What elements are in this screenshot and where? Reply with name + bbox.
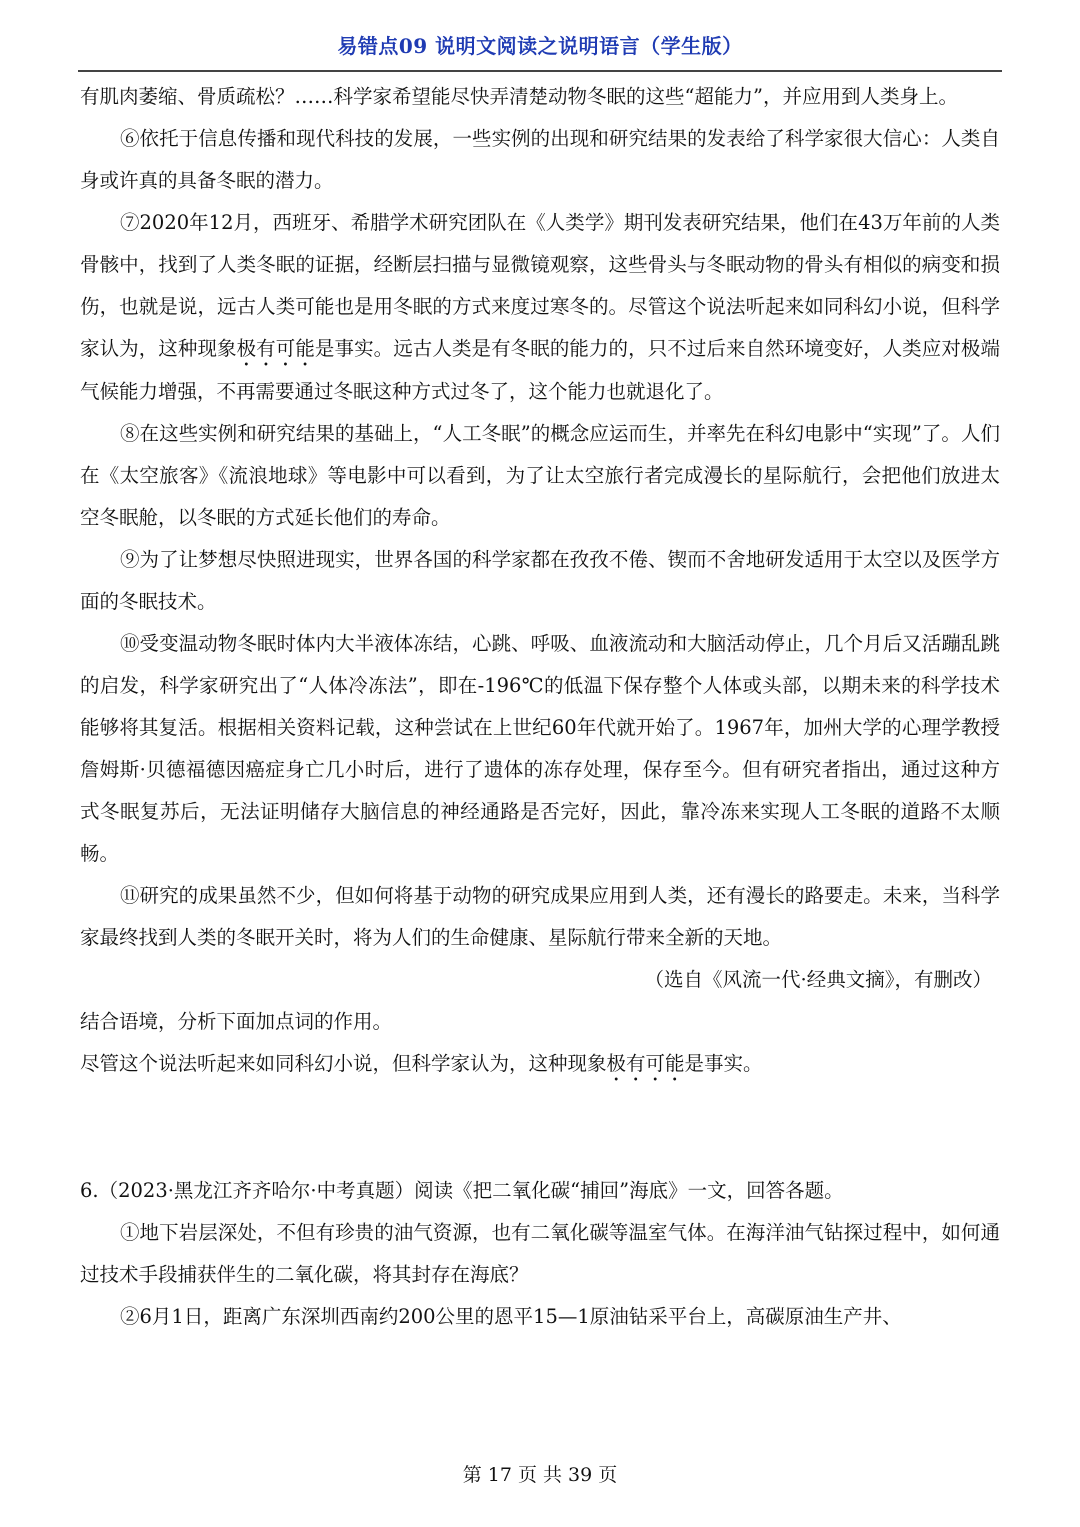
paragraph-7-part-a: ⑦2020年12月，西班牙、希腊学术研究团队在《人类学》期刊发表研究结果，他们在43万年前的人类骨骸中，找到了人类冬眠的证据，经断层扫描与显微镜观察，这些骨头与冬眠动物的骨头有相似的病变和损伤，也就是说，远古人类可能也是用冬眠的方式来度过寒冬的。尽管这个说法听起来如同科幻小说，但科学家认为，这种现象 <box>80 211 1000 360</box>
question-6-title: 6.（2023·黑龙江齐齐哈尔·中考真题）阅读《把二氧化碳“捕回”海底》一文，回答各题。 <box>80 1179 844 1202</box>
emphasis-dotted-word: 极有可能 <box>236 337 315 360</box>
paragraph-8: ⑧在这些实例和研究结果的基础上，“人工冬眠”的概念应运而生，并率先在科幻电影中“实现”了。人们在《太空旅客》《流浪地球》等电影中可以看到，为了让太空旅行者完成漫长的星际航行，会把他们放进太空冬眠舱，以冬眠的方式延长他们的寿命。 <box>80 422 1000 529</box>
source-citation: （选自《风流一代·经典文摘》，有删改） <box>644 968 992 991</box>
q6-paragraph-1: ①地下岩层深处，不但有珍贵的油气资源，也有二氧化碳等温室气体。在海洋油气钻探过程中，如何通过技术手段捕获伴生的二氧化碳，将其封存在海底？ <box>80 1221 1000 1286</box>
question-sentence-part-a: 尽管这个说法听起来如同科幻小说，但科学家认为，这种现象 <box>80 1052 607 1075</box>
paragraph-6: ⑥依托于信息传播和现代科技的发展，一些实例的出现和研究结果的发表给了科学家很大信心：人类自身或许真的具备冬眠的潜力。 <box>80 127 1000 192</box>
q6-paragraph-2: ②6月1日，距离广东深圳西南约200公里的恩平15—1原油钻采平台上，高碳原油生产井、 <box>120 1305 902 1328</box>
paragraph-7 <box>80 202 1000 413</box>
page-number-footer: 第 17 页 共 39 页 <box>462 1464 618 1486</box>
page-header-title: 易错点09 说明文阅读之说明语言（学生版） <box>337 34 743 58</box>
question-prompt: 结合语境，分析下面加点词的作用。 <box>80 1010 393 1033</box>
article-body <box>80 76 1000 1338</box>
header-divider <box>78 70 1002 72</box>
question-sentence <box>80 1043 1000 1086</box>
paragraph-5-continued: 有肌肉萎缩、骨质疏松？……科学家希望能尽快弄清楚动物冬眠的这些“超能力”，并应用到人类身上。 <box>80 85 958 108</box>
spacer <box>80 1086 1000 1170</box>
paragraph-7-part-b: 是事实。远古人类是有冬眠的能力的，只不过后来自然环境变好，人类应对极端气候能力增强，不再需要通过冬眠这种方式过冬了，这个能力也就退化了。 <box>80 337 1000 403</box>
paragraph-11: ⑪研究的成果虽然不少，但如何将基于动物的研究成果应用到人类，还有漫长的路要走。未来，当科学家最终找到人类的冬眠开关时，将为人们的生命健康、星际航行带来全新的天地。 <box>80 884 1000 949</box>
question-dotted-word: 极有可能 <box>606 1052 685 1075</box>
question-sentence-part-b: 是事实。 <box>684 1052 763 1075</box>
paragraph-9: ⑨为了让梦想尽快照进现实，世界各国的科学家都在孜孜不倦、锲而不舍地研发适用于太空以及医学方面的冬眠技术。 <box>80 548 1000 613</box>
paragraph-10: ⑩受变温动物冬眠时体内大半液体冻结，心跳、呼吸、血液流动和大脑活动停止，几个月后又活蹦乱跳的启发，科学家研究出了“人体冷冻法”，即在-196℃的低温下保存整个人体或头部，以期未来的科学技术能够将其复活。根据相关资料记载，这种尝试在上世纪60年代就开始了。1967年，加州大学的心理学教授詹姆斯·贝德福德因癌症身亡几小时后，进行了遗体的冻存处理，保存至今。但有研究者指出，通过这种方式冬眠复苏后，无法证明储存大脑信息的神经通路是否完好，因此，靠冷冻来实现人工冬眠的道路不太顺畅。 <box>80 632 1000 865</box>
